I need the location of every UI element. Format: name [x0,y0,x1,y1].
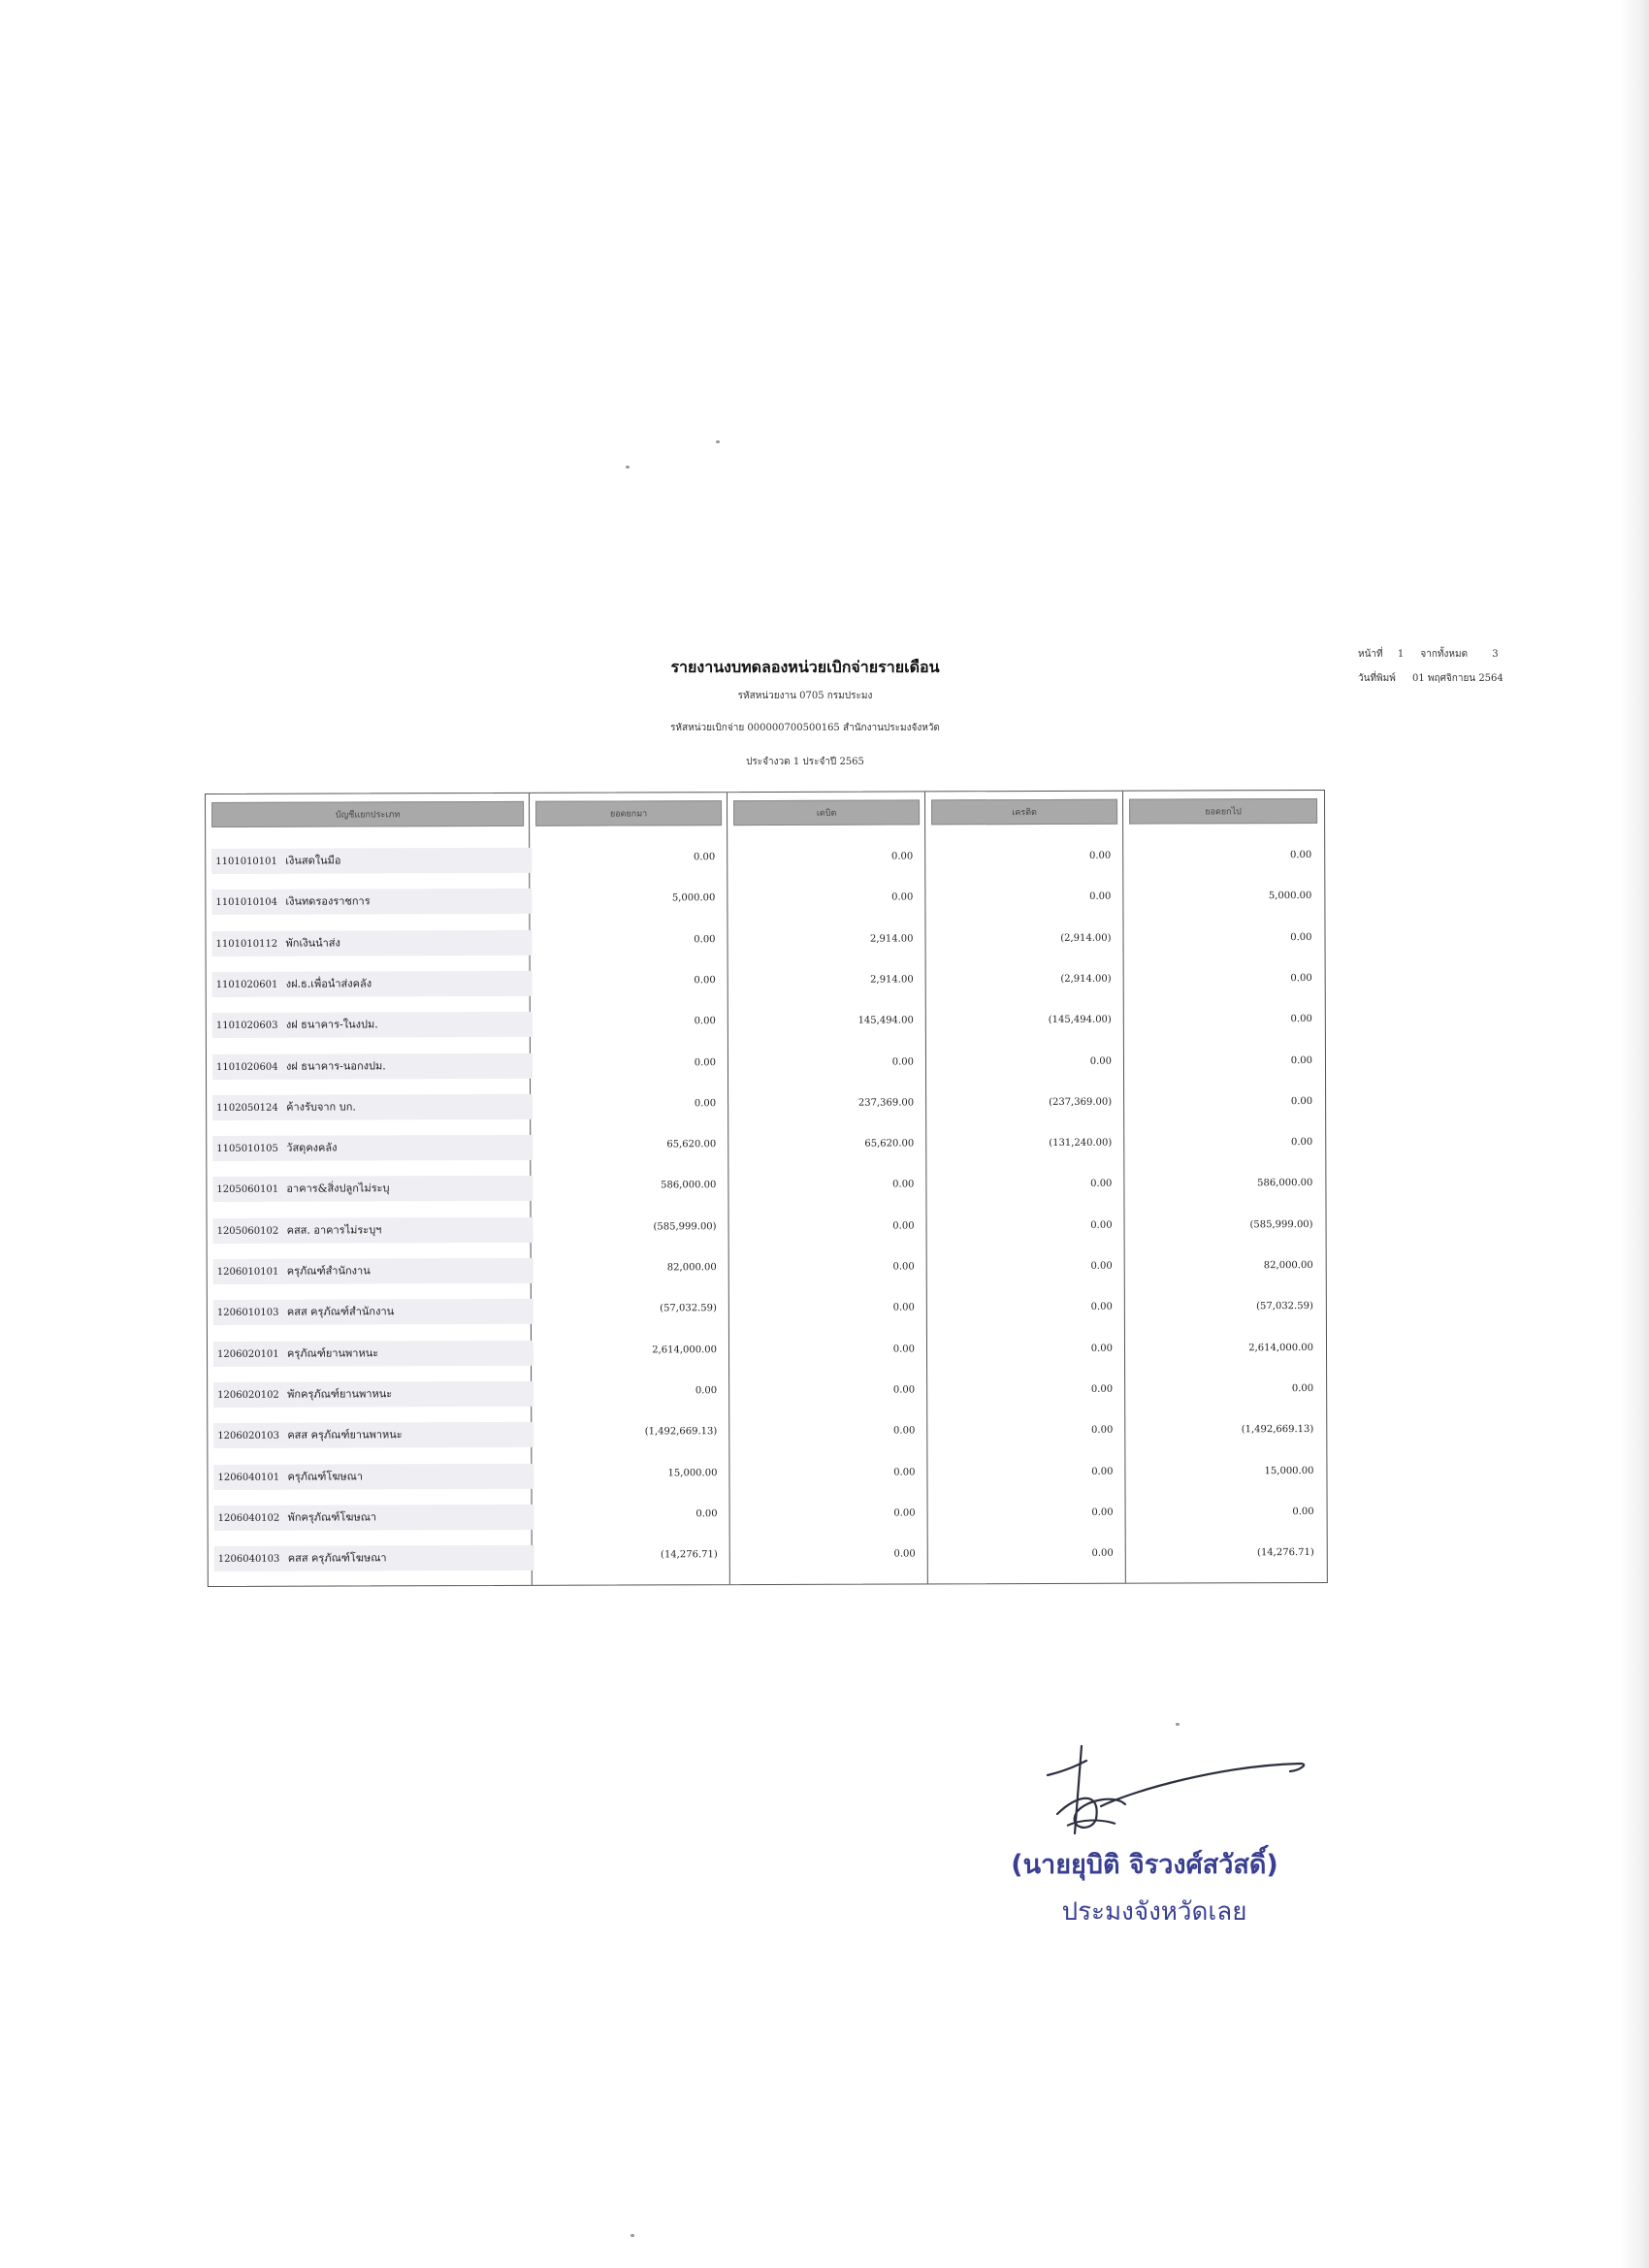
total-label: จากทั้งหมด [1420,649,1469,660]
account-cell [212,1012,533,1038]
table-row [206,922,1324,966]
header-credit: เครดิต [931,799,1117,826]
debit-cell: 0.00 [893,1466,916,1478]
account-cell [214,1545,534,1571]
scan-speck [630,2234,634,2237]
account-name: งฝ.ธ.เพื่อนำส่งคลัง [285,977,372,990]
account-cell [214,1505,534,1531]
carried-forward-cell: 0.00 [1291,1382,1314,1394]
debit-cell: 0.00 [892,1384,916,1396]
debit-cell: 2,914.00 [870,974,914,986]
carried-forward-cell: 0.00 [1290,1137,1313,1149]
account-code: 1206010103 [216,1308,279,1319]
brought-forward-cell: 65,620.00 [666,1139,717,1150]
credit-cell: (2,914.00) [1060,973,1112,985]
account-code: 1101010101 [215,856,277,867]
carried-forward-cell: (1,492,669.13) [1241,1424,1314,1436]
account-cell [213,1463,534,1489]
scan-speck [1176,1723,1180,1726]
brought-forward-cell: 0.00 [695,1385,718,1397]
debit-cell: 0.00 [891,1055,914,1068]
page-number: 1 [1397,649,1405,660]
header-account: บัญชีแยกประเภท [211,801,524,827]
debit-cell: 2,914.00 [869,933,914,945]
carried-forward-cell: 0.00 [1290,931,1312,943]
account-cell [212,1094,533,1120]
trial-balance-table [205,790,1328,1587]
account-name: พักเงินนำส่ง [285,936,340,950]
account-cell [213,1422,534,1448]
credit-cell: 0.00 [1090,1179,1113,1190]
account-cell [213,1299,534,1325]
table-row [207,1044,1325,1088]
debit-cell: 0.00 [892,1261,915,1273]
debit-cell: 0.00 [892,1179,915,1190]
table-row [208,1209,1326,1253]
department-line: รหัสหน่วยงาน 0705 กรมประมง [737,691,873,701]
print-date: 01 พฤศจิกายน 2564 [1412,673,1504,684]
carried-forward-cell: 82,000.00 [1263,1260,1313,1272]
account-code: 1105010105 [216,1143,278,1155]
account-cell [212,971,533,997]
debit-cell: 0.00 [893,1507,916,1519]
table-row [207,1126,1325,1171]
credit-cell: 0.00 [1090,1302,1113,1313]
account-cell [213,1340,534,1366]
credit-cell: 0.00 [1089,891,1112,903]
account-name: ครุภัณฑ์โฆษณา [287,1469,364,1483]
brought-forward-cell: 0.00 [694,1056,716,1068]
signatory-title: ประมงจังหวัดเลย [1061,1897,1247,1927]
account-code: 1101020601 [215,979,278,990]
carried-forward-cell: 2,614,000.00 [1248,1342,1314,1353]
account-code: 1206040102 [217,1512,280,1524]
credit-cell: (2,914.00) [1060,932,1112,944]
account-code: 1101020603 [215,1020,278,1032]
header-debit: เดบิต [733,799,920,826]
total-pages: 3 [1492,649,1499,660]
carried-forward-cell: 0.00 [1292,1506,1314,1517]
table-row [207,1003,1325,1048]
account-name: ครุภัณฑ์สำนักงาน [286,1264,371,1278]
credit-cell: 0.00 [1089,1055,1112,1067]
credit-cell: (237,369.00) [1049,1096,1113,1108]
credit-cell: 0.00 [1090,1260,1113,1272]
account-cell [211,848,532,874]
debit-cell: 65,620.00 [864,1138,915,1150]
debit-cell: 237,369.00 [857,1097,915,1109]
credit-cell: (145,494.00) [1048,1014,1112,1026]
account-name: งฝ ธนาคาร-ในงปม. [285,1018,378,1031]
debit-cell: 0.00 [892,1220,915,1232]
account-cell [212,1135,533,1161]
credit-cell: 0.00 [1090,1383,1114,1395]
table-row [208,1454,1326,1499]
debit-cell: 0.00 [891,891,914,903]
brought-forward-cell: (57,032.59) [660,1303,717,1314]
table-row [206,880,1324,924]
account-code: 1206020101 [216,1348,279,1360]
carried-forward-cell: 586,000.00 [1257,1178,1313,1189]
scan-speck [716,440,720,443]
brought-forward-cell: (585,999.00) [653,1220,717,1233]
account-name: ค้างรับจาก บก. [286,1100,356,1114]
table-row [209,1496,1327,1540]
credit-cell: 0.00 [1088,850,1112,861]
account-cell [213,1217,534,1244]
account-name: คสส ครุภัณฑ์สำนักงาน [286,1305,395,1319]
carried-forward-cell: 0.00 [1290,1054,1312,1066]
carried-forward-cell: (57,032.59) [1256,1301,1313,1312]
brought-forward-cell: 0.00 [694,1016,716,1027]
table-row [208,1249,1326,1294]
account-code: 1205060102 [216,1225,279,1237]
debit-cell: 0.00 [892,1302,915,1313]
debit-cell: 0.00 [893,1425,916,1437]
credit-cell: 0.00 [1091,1424,1114,1437]
account-cell [211,929,532,956]
brought-forward-cell: 0.00 [694,975,716,987]
carried-forward-cell: 5,000.00 [1268,891,1312,902]
account-name: พักครุภัณฑ์ยานพาหนะ [287,1387,393,1401]
account-name: คสส. อาคารไม่ระบุฯ [286,1223,382,1237]
credit-cell: 0.00 [1090,1219,1113,1231]
credit-cell: 0.00 [1091,1547,1114,1559]
table-row [208,1373,1326,1417]
carried-forward-cell: 15,000.00 [1264,1465,1314,1476]
table-row [207,962,1325,1007]
credit-cell: 0.00 [1091,1466,1114,1477]
account-code: 1206010101 [216,1266,279,1278]
page-edge-shadow [1620,0,1649,2268]
brought-forward-cell: 0.00 [694,933,716,945]
account-name: คสส ครุภัณฑ์โฆษณา [287,1551,387,1565]
period-line: ประจำงวด 1 ประจำปี 2565 [746,757,864,767]
brought-forward-cell: 586,000.00 [661,1180,717,1191]
scan-speck [626,466,630,469]
brought-forward-cell: (1,492,669.13) [644,1426,718,1438]
account-name: วัสดุคงคลัง [286,1141,338,1154]
account-cell [213,1258,534,1284]
account-name: เงินสดในมือ [285,854,341,867]
print-date-line [1358,671,1504,686]
disbursement-unit-line: รหัสหน่วยเบิกจ่าย 000000700500165 สำนักงานประมงจังหวัด [670,723,940,733]
account-cell [212,1053,533,1079]
table-row [208,1290,1326,1335]
brought-forward-cell: 15,000.00 [667,1467,718,1478]
carried-forward-cell: 0.00 [1290,972,1312,984]
credit-cell: 0.00 [1091,1507,1114,1518]
brought-forward-cell: 5,000.00 [671,892,716,904]
account-code: 1102050124 [216,1102,278,1114]
carried-forward-cell: (14,276.71) [1257,1547,1314,1559]
account-name: คสส ครุภัณฑ์ยานพาหนะ [287,1428,403,1442]
report-title: รายงานงบทดลองหน่วยเบิกจ่ายรายเดือน [670,658,940,676]
account-name: เงินทดรองราชการ [285,894,371,909]
signatory-name: (นายยุบิติ จิรวงศ์สวัสดิ์) [1011,1850,1278,1880]
account-code: 1101010104 [215,897,278,909]
carried-forward-cell: 0.00 [1290,1014,1312,1025]
debit-cell: 0.00 [893,1548,916,1560]
account-code: 1205060101 [216,1184,279,1196]
account-name: พักครุภัณฑ์โฆษณา [287,1510,377,1524]
page-number-line [1358,647,1499,662]
account-name: ครุภัณฑ์ยานพาหนะ [286,1345,379,1360]
table-row [207,1167,1325,1212]
brought-forward-cell: 0.00 [694,1097,717,1110]
brought-forward-cell: 0.00 [693,852,716,863]
header-brought-forward: ยอดยกมา [535,800,722,826]
table-row [208,1413,1326,1458]
account-code: 1206040101 [217,1472,280,1483]
credit-cell: 0.00 [1090,1343,1114,1354]
account-name: งฝ ธนาคาร-นอกงปม. [285,1058,386,1073]
table-row [207,1085,1325,1130]
print-date-label: วันที่พิมพ์ [1358,673,1396,684]
account-code: 1206020103 [217,1430,279,1442]
account-code: 1206040103 [217,1553,280,1566]
carried-forward-cell: 0.00 [1289,850,1312,861]
brought-forward-cell: 82,000.00 [666,1262,717,1274]
account-cell [211,889,532,915]
account-cell [212,1176,533,1202]
brought-forward-cell: 2,614,000.00 [652,1344,718,1355]
account-code: 1101020604 [215,1061,278,1073]
credit-cell: (131,240.00) [1049,1137,1113,1150]
account-code: 1206020102 [217,1389,279,1401]
table-row [206,839,1324,884]
carried-forward-cell: (585,999.00) [1249,1218,1313,1230]
carried-forward-cell: 0.00 [1290,1095,1313,1107]
account-cell [213,1381,534,1408]
page-label: หน้าที่ [1358,649,1383,660]
table-row [208,1332,1326,1377]
debit-cell: 0.00 [890,851,914,862]
header-carried-forward: ยอดยกไป [1129,798,1317,825]
account-name: อาคาร&สิ่งปลูกไม่ระบุ [286,1182,390,1196]
debit-cell: 145,494.00 [857,1015,914,1026]
debit-cell: 0.00 [892,1344,916,1355]
brought-forward-cell: 0.00 [695,1507,718,1520]
brought-forward-cell: (14,276.71) [661,1549,718,1561]
table-row [209,1537,1327,1581]
account-code: 1101010112 [215,938,278,950]
